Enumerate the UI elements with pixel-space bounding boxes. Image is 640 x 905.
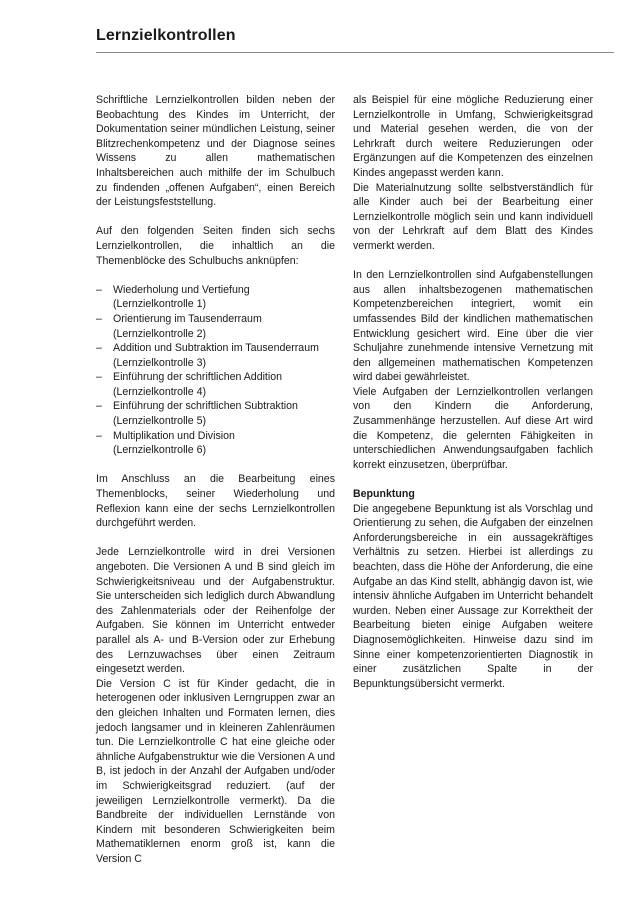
list-dash: – [96, 283, 102, 296]
list-item [96, 283, 335, 312]
title-divider [96, 52, 614, 53]
intro-paragraph: Schriftliche Lernzielkontrollen bilden neben der Beobachtung des Kindes im Unterricht, der Dokumentation seiner mündlichen Leistung, seiner Blitzrechenkompetenz und der Diagnose seines Wissens zu allen mathematischen Inhaltsbereichen auch mithilfe der im Schulbuch zu findenden „offenen Aufgaben“, einen Bereich der Leistungsfeststellung. [96, 94, 335, 209]
usage-paragraph: Im Anschluss an die Bearbeitung eines Themenblocks, seiner Wiederholung und Reflexion kann eine der sechs Lernzielkontrollen durchgeführt werden. [96, 473, 335, 530]
list-item-sub: (Lernzielkontrolle 5) [113, 415, 207, 428]
list-item-sub: (Lernzielkontrolle 3) [113, 356, 207, 369]
competencies-paragraph: In den Lernzielkontrollen sind Aufgabenstellungen aus allen inhaltsbezogenen mathematischen Kompetenzbereichen integriert, womit ein umfassendes Bild der kindlichen mathematischen Entwicklung gesichert wird. Eine über die vier Schuljahre zunehmende intensive Vernetzung mit den allgemeinen mathematischen Kompetenzen wird dabei gewährleistet. [353, 269, 593, 384]
list-item-sub: (Lernzielkontrolle 6) [113, 444, 207, 457]
list-item-title: Wiederholung und Vertiefung [113, 283, 250, 296]
list-item-title: Multiplikation und Division [113, 429, 235, 442]
section-heading-bepunktung: Bepunktung [353, 488, 415, 501]
list-dash: – [96, 371, 102, 384]
list-item-title: Addition und Subtraktion im Tausenderraum [113, 342, 319, 355]
list-item-sub: (Lernzielkontrolle 2) [113, 327, 207, 340]
right-column [353, 93, 593, 691]
list-item-title: Einführung der schriftlichen Subtraktion [113, 400, 298, 413]
page-title: Lernzielkontrollen [96, 27, 236, 44]
list-item [96, 341, 335, 370]
list-item [96, 399, 335, 428]
version-c-paragraph: Die Version C ist für Kinder gedacht, die in heterogenen oder inklusiven Lerngruppen zwar an den gleichen Inhalten und Formaten lernen, dies jedoch langsamer und in kleineren Zahlenräumen tun. Die Lernzielkontrolle C hat eine gleiche oder ähnliche Aufgabenstruktur wie die Versionen A und B, ist jedoch in der Anzahl der Aufgaben und/oder im Schwierigkeitsgrad reduziert. (auf der jeweiligen Lernzielkontrolle vermerkt). Da die Bandbreite der individuellen Lernstände von Kindern mit besonderen Schwierigkeiten beim Mathematiklernen enorm groß ist, kann die Version C [96, 677, 335, 865]
left-column [96, 93, 335, 866]
connections-paragraph: Viele Aufgaben der Lernzielkontrollen verlangen von den Kindern die Anforderung, Zusammenhänge herzustellen. Auf diese Art wird die Kompetenz, die gelernten Fähigkeiten in unterschiedlichen Anwendungsaufgaben fachlich korrekt einzusetzen, überprüfbar. [353, 385, 593, 471]
topic-list [96, 283, 335, 458]
overview-paragraph: Auf den folgenden Seiten finden sich sechs Lernzielkontrollen, die inhaltlich an die Themenblöcke des Schulbuchs anknüpfen: [96, 225, 335, 267]
version-c-continued-paragraph: als Beispiel für eine mögliche Reduzierung einer Lernzielkontrolle in Umfang, Schwierigkeitsgrad und Material gesehen werden, die von der Lehrkraft durch weitere Reduzierungen oder Ergänzungen auf die Kompetenzen des einzelnen Kindes angepasst werden kann. [353, 94, 593, 179]
list-item-sub: (Lernzielkontrolle 4) [113, 385, 207, 398]
list-dash: – [96, 429, 102, 442]
list-item-title: Orientierung im Tausenderraum [113, 312, 262, 325]
list-item [96, 312, 335, 341]
material-paragraph: Die Materialnutzung sollte selbstverständlich für alle Kinder auch bei der Bearbeitung einer Lernzielkontrolle möglich sein und kann individuell von der Lehrkraft auf dem Blatt des Kindes vermerkt werden. [353, 181, 593, 252]
versions-paragraph: Jede Lernzielkontrolle wird in drei Versionen angeboten. Die Versionen A und B sind gleich im Schwierigkeitsniveau und der Aufgabenstruktur. Sie unterscheiden sich lediglich durch Abwandlung des Zahlenmaterials oder der Reihenfolge der Aufgaben. Sie können im Unterricht entweder parallel als A- und B-Version oder zur Erhebung des Lernzuwachses über einen Zeitraum eingesetzt werden. [96, 546, 335, 676]
scoring-paragraph: Die angegebene Bepunktung ist als Vorschlag und Orientierung zu sehen, die Aufgaben der einzelnen Anforderungsbereiche in ein aussagekräftiges Verhältnis zu setzen. Hierbei ist allerdings zu beachten, dass die Höhe der Anforderung, die eine Aufgabe an das Kind stellt, abhängig davon ist, wie intensiv ähnliche Aufgaben im Unterricht behandelt wurden. Neben einer Aussage zur Korrektheit der Bearbeitung bieten einige Aufgaben weitere Diagnosemöglichkeiten. Hinweise dazu sind im Sinne einer kompetenzorientierten Diagnostik in einer zusätzlichen Spalte in der Bepunktungsübersicht vermerkt. [353, 502, 593, 690]
list-dash: – [96, 400, 102, 413]
list-dash: – [96, 312, 102, 325]
list-dash: – [96, 342, 102, 355]
list-item-sub: (Lernzielkontrolle 1) [113, 298, 207, 311]
list-item [96, 429, 335, 458]
list-item-title: Einführung der schriftlichen Addition [113, 371, 283, 384]
list-item [96, 370, 335, 399]
